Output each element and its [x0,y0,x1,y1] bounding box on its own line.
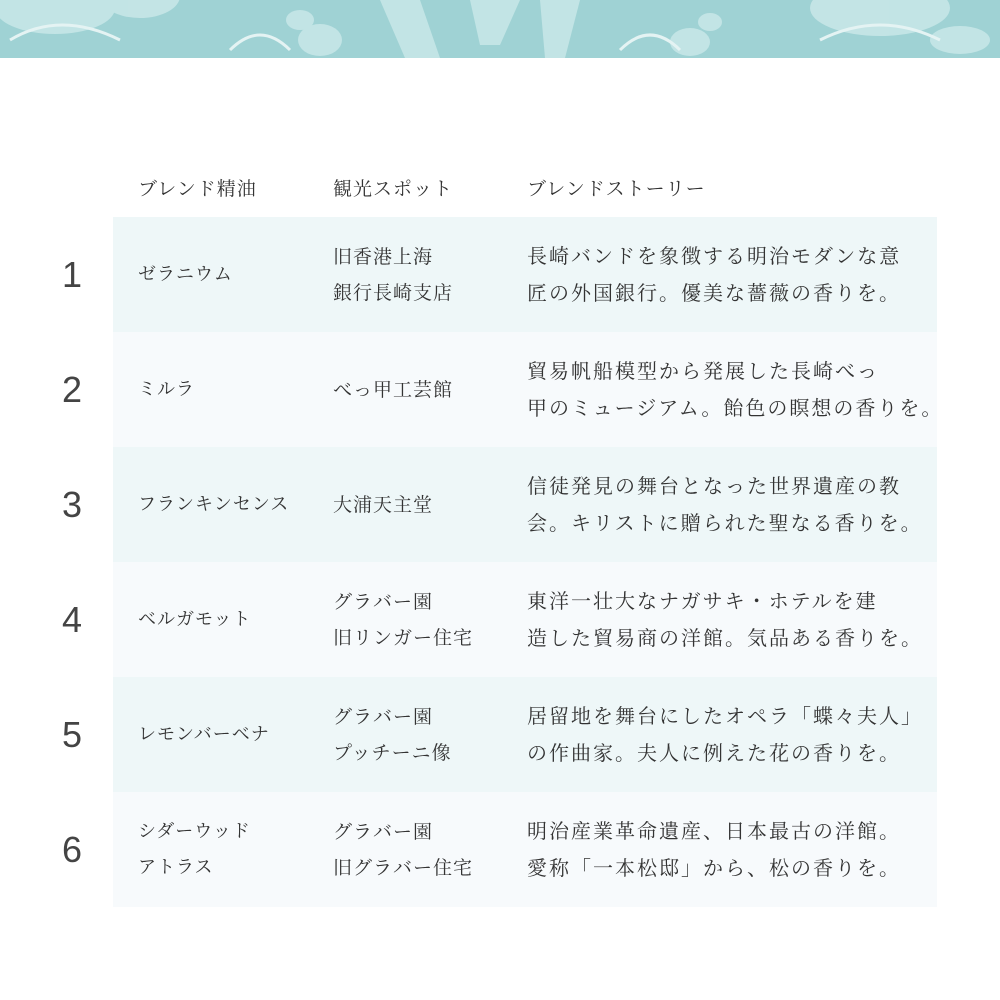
story-text-line: 長崎バンドを象徴する明治モダンな意 [527,243,902,268]
row-number: 5 [61,714,83,755]
oil-name-line: ミルラ [138,378,195,400]
spot-name-line: 旧リンガー住宅 [333,626,474,649]
story-text-cell [527,332,944,447]
table-row [0,792,1000,907]
story-text-line: 信徒発見の舞台となった世界遺産の教 [527,473,901,498]
story-text-line: 甲のミュージアム。飴色の瞑想の香りを。 [527,395,944,420]
oil-name-cell [138,217,318,332]
story-text-cell [527,792,927,907]
story-text-line: 明治産業革命遺産、日本最古の洋館。 [527,818,901,843]
spot-name-cell [333,447,513,562]
story-text-line: 愛称「一本松邸」から、松の香りを。 [527,855,901,880]
oil-name-line: フランキンセンス [138,493,290,515]
oil-name-cell [138,332,318,447]
row-number: 6 [61,829,83,870]
oil-name-cell [138,677,318,792]
story-text-cell [527,562,927,677]
oil-name-line: アトラス [138,856,214,878]
spot-name-cell [333,332,513,447]
spot-name-line: 旧香港上海 [333,245,434,268]
spot-name-cell [333,792,513,907]
story-text-cell [527,447,927,562]
table-header [0,172,1000,206]
table-row [0,677,1000,792]
story-text-line: 造した貿易商の洋館。気品ある香りを。 [527,625,923,650]
header-story: ブレンドストーリー [527,178,706,200]
row-number: 4 [61,599,83,640]
story-text-line: 貿易帆船模型から発展した長崎べっ [527,358,879,383]
spot-name-line: 銀行長崎支店 [333,281,454,304]
row-number: 1 [61,254,83,295]
header-spot: 観光スポット [333,178,454,200]
spot-name-line: 大浦天主堂 [333,493,434,516]
oil-name-cell [138,562,318,677]
spot-name-line: べっ甲工芸館 [333,378,454,401]
spot-name-cell [333,562,513,677]
story-text-cell [527,217,927,332]
spot-name-cell [333,677,513,792]
story-text-line: 東洋一壮大なナガサキ・ホテルを建 [527,588,878,613]
row-number: 3 [61,484,83,525]
floral-pattern-icon [0,0,1000,58]
story-text-line: 居留地を舞台にしたオペラ「蝶々夫人」 [527,703,923,728]
table-row [0,447,1000,562]
table-row [0,562,1000,677]
spot-name-line: グラバー園 [333,705,434,728]
spot-name-line: プッチーニ像 [333,741,452,764]
oil-name-line: シダーウッド [138,820,251,842]
oil-name-line: ゼラニウム [138,263,233,285]
table-row [0,217,1000,332]
oil-name-line: レモンバーベナ [138,723,270,745]
row-number: 2 [61,369,83,410]
spot-name-line: 旧グラバー住宅 [333,856,474,879]
story-text-cell [527,677,927,792]
oil-name-cell [138,792,318,907]
spot-name-line: グラバー園 [333,820,434,843]
table-row [0,332,1000,447]
header-oil: ブレンド精油 [138,178,257,200]
decorative-banner [0,0,1000,58]
spot-name-line: グラバー園 [333,590,434,613]
spot-name-cell [333,217,513,332]
story-text-line: の作曲家。夫人に例えた花の香りを。 [527,740,901,765]
oil-name-cell [138,447,318,562]
story-text-line: 匠の外国銀行。優美な薔薇の香りを。 [527,280,901,305]
oil-name-line: ベルガモット [138,608,252,630]
story-text-line: 会。キリストに贈られた聖なる香りを。 [527,510,923,535]
